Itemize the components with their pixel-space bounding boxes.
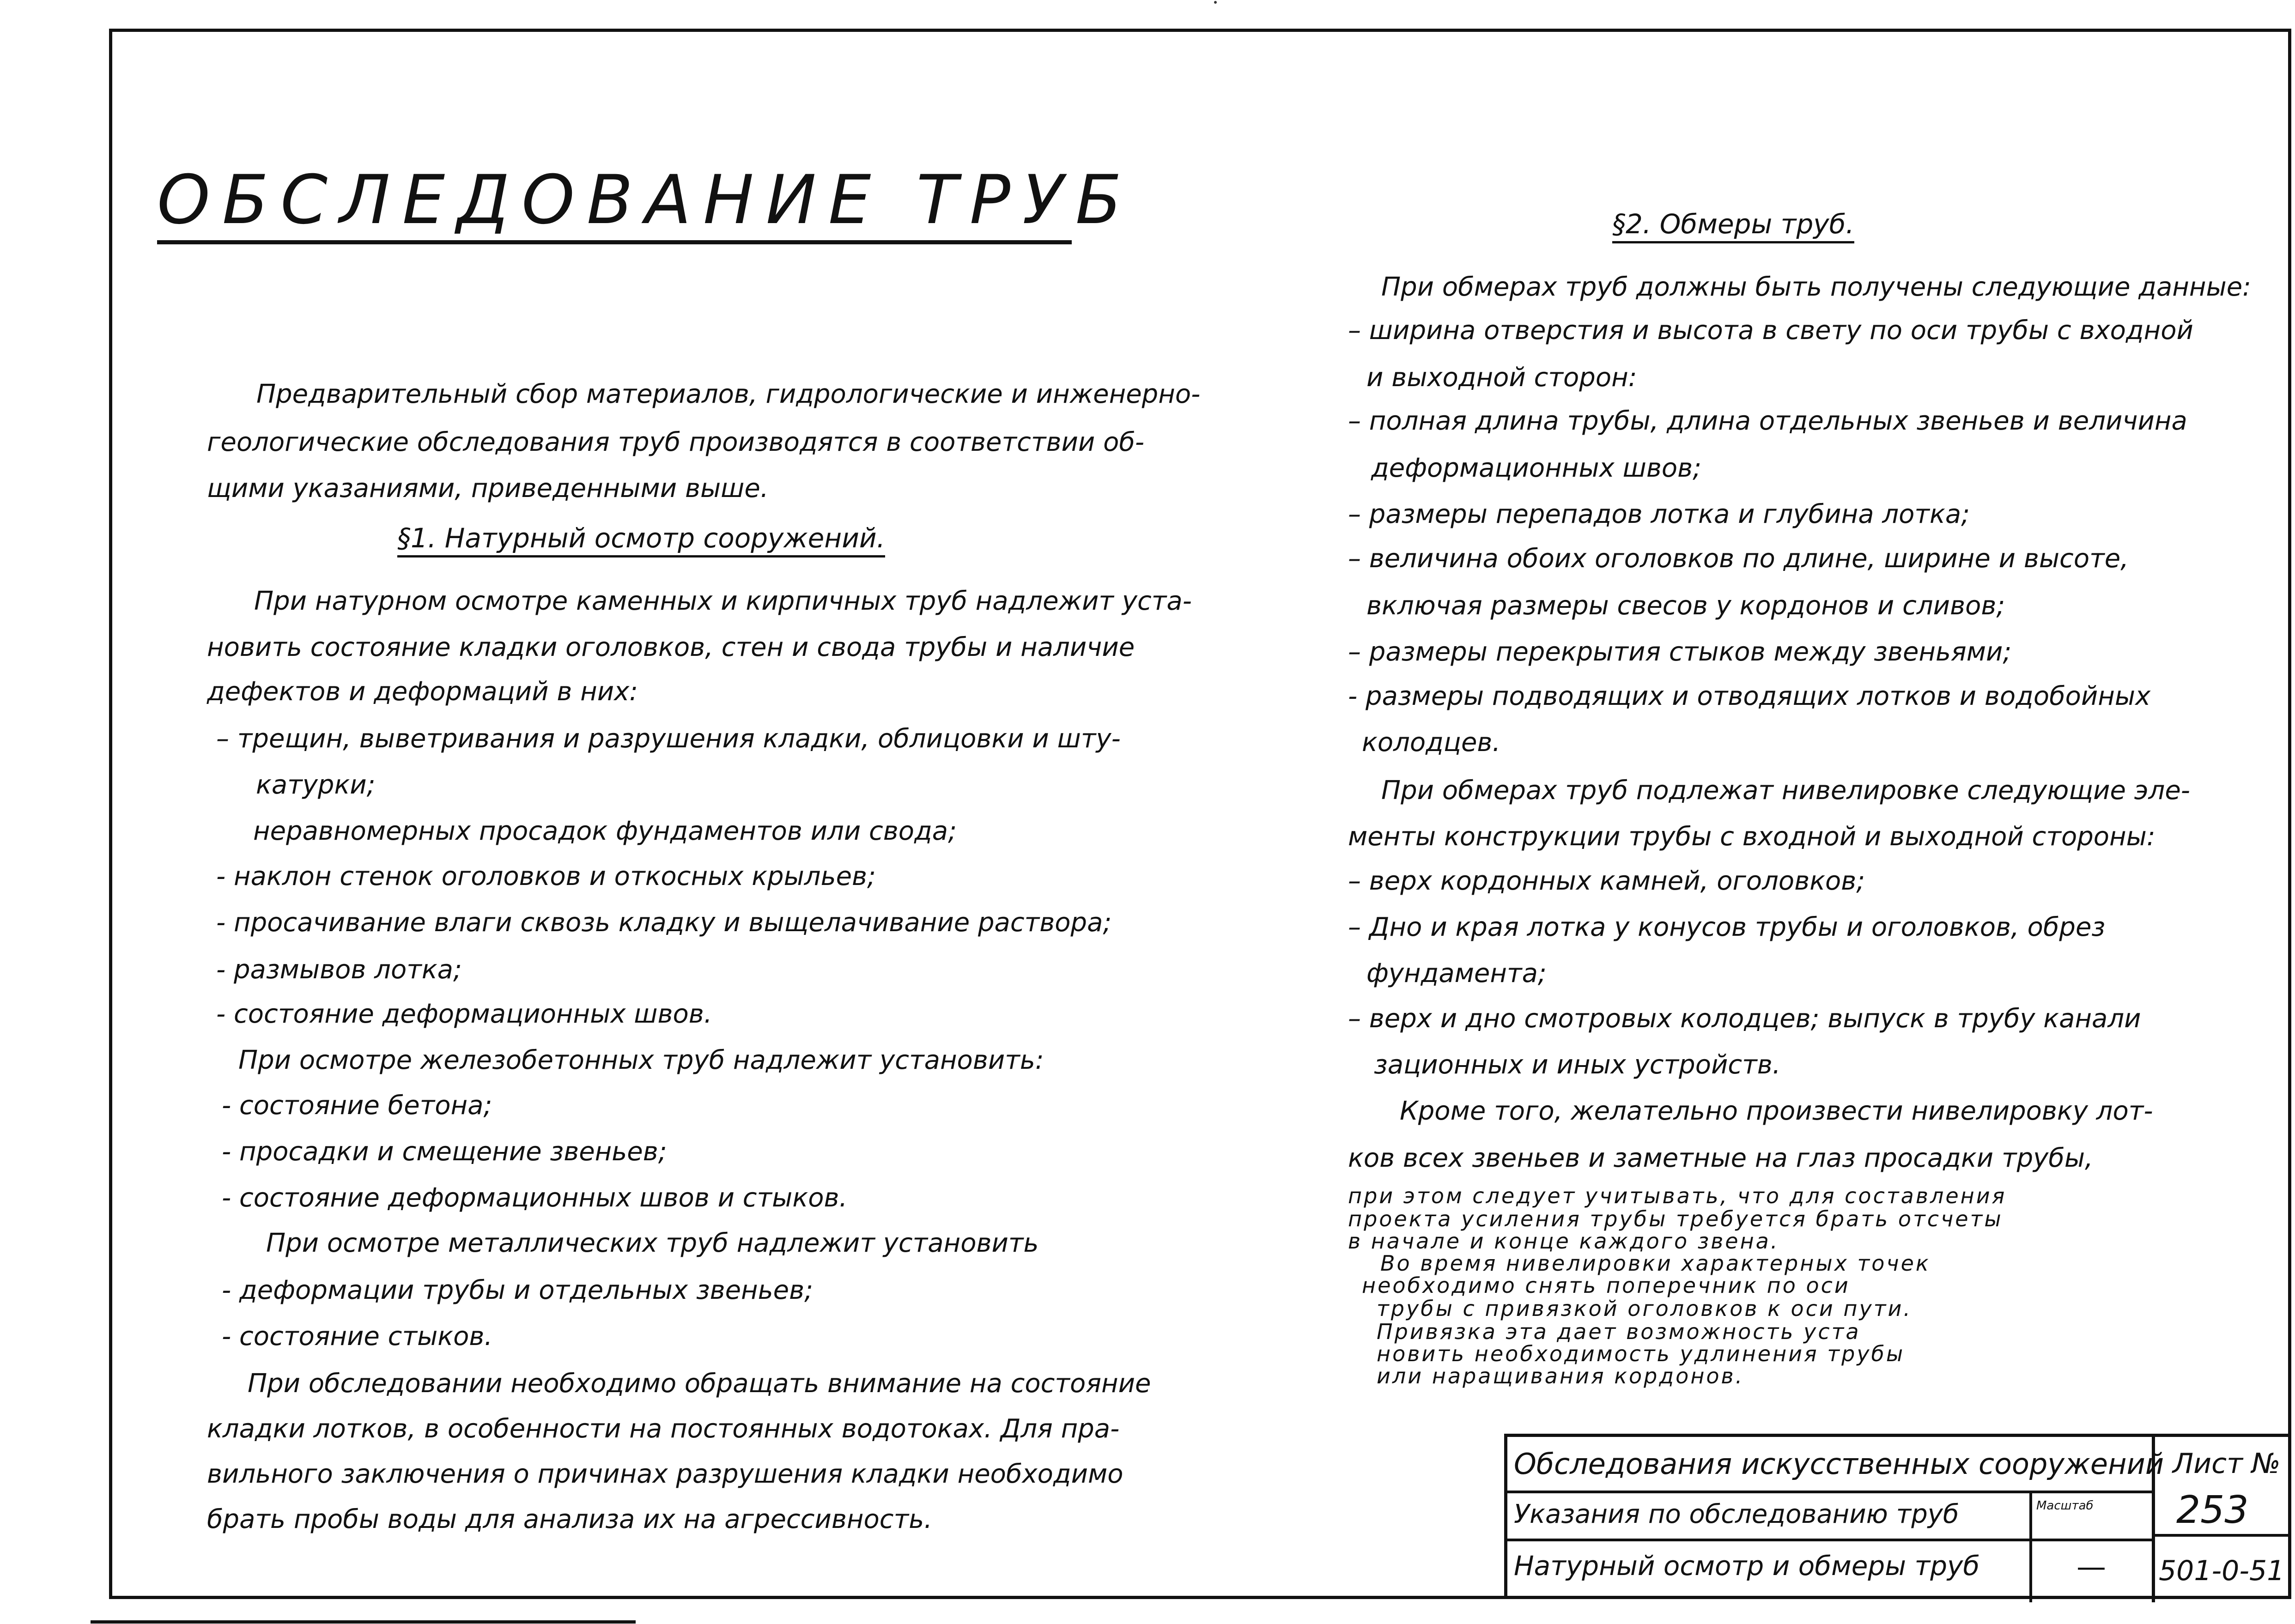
section2-line: – верх и дно смотровых колодцев; выпуск в трубу канали bbox=[1348, 1004, 2141, 1034]
section2-line: колодцев. bbox=[1362, 727, 1501, 757]
section2-line: – размеры перекрытия стыков между звеньями; bbox=[1348, 637, 2012, 667]
scan-speck bbox=[1214, 1, 1217, 4]
note-line: трубы с привязкой оголовков к оси пути. bbox=[1377, 1296, 1912, 1321]
section1-line: - просадки и смещение звеньев; bbox=[222, 1137, 667, 1167]
title-block-sheet-title: Натурный осмотр и обмеры труб bbox=[1514, 1550, 1980, 1582]
title-block-rule bbox=[1507, 1539, 2152, 1541]
drawing-frame bbox=[109, 29, 2291, 1599]
section2-line: – полная длина трубы, длина отдельных звеньев и величина bbox=[1348, 406, 2187, 436]
section1-line: При осмотре металлических труб надлежит установить bbox=[266, 1228, 1039, 1258]
intro-line: щими указаниями, приведенными выше. bbox=[207, 473, 769, 503]
section2-line: – верх кордонных камней, оголовков; bbox=[1348, 866, 1865, 896]
section2-line: и выходной сторон: bbox=[1366, 363, 1637, 393]
sheet-number: 253 bbox=[2176, 1488, 2249, 1532]
section2-line: включая размеры свесов у кордонов и сливов; bbox=[1366, 591, 2005, 621]
section1-line: - размывов лотка; bbox=[216, 955, 462, 985]
section1-line: - состояние деформационных швов. bbox=[216, 999, 712, 1029]
title-block-organization: Обследования искусственных сооружений bbox=[1514, 1447, 2164, 1481]
section1-line: - состояние стыков. bbox=[222, 1321, 493, 1351]
drawing-code: 501-0-51 bbox=[2159, 1555, 2285, 1587]
section2-line: фундамента; bbox=[1366, 958, 1547, 988]
section1-line: кладки лотков, в особенности на постоянных водотоках. Для пра- bbox=[207, 1414, 1120, 1444]
section1-line: дефектов и деформаций в них: bbox=[207, 677, 638, 707]
note-line: Привязка эта дает возможность уста bbox=[1377, 1319, 1861, 1344]
section1-line: - просачивание влаги сквозь кладку и выщелачивание раствора; bbox=[216, 908, 1112, 938]
section2-line: ков всех звеньев и заметные на глаз просадки трубы, bbox=[1348, 1143, 2093, 1173]
section2-line: При обмерах труб должны быть получены следующие данные: bbox=[1381, 272, 2252, 302]
section2-heading: §2. Обмеры труб. bbox=[1612, 211, 1854, 243]
section1-line: - состояние деформационных швов и стыков. bbox=[222, 1183, 848, 1213]
section1-line: При натурном осмотре каменных и кирпичных труб надлежит уста- bbox=[254, 586, 1192, 616]
section1-line: брать пробы воды для анализа их на агрессивность. bbox=[207, 1504, 932, 1534]
note-line: новить необходимость удлинения трубы bbox=[1377, 1341, 1905, 1366]
section1-line: вильного заключения о причинах разрушения кладки необходимо bbox=[207, 1459, 1123, 1489]
section2-line: – Дно и края лотка у конусов трубы и оголовков, обрез bbox=[1348, 912, 2106, 942]
section1-line: катурки; bbox=[256, 770, 376, 800]
section1-line: При осмотре железобетонных труб надлежит установить: bbox=[238, 1045, 1044, 1075]
section1-line: - состояние бетона; bbox=[222, 1091, 492, 1121]
section1-heading: §1. Натурный осмотр сооружений. bbox=[397, 525, 885, 557]
section2-line: зационных и иных устройств. bbox=[1374, 1050, 1781, 1080]
note-line: в начале и конце каждого звена. bbox=[1348, 1229, 1779, 1254]
title-block-rule bbox=[1507, 1491, 2152, 1493]
sheet-number-label: Лист № bbox=[2173, 1448, 2281, 1480]
scale-value: — bbox=[2076, 1550, 2106, 1584]
scale-label: Масштаб bbox=[2036, 1499, 2094, 1513]
intro-line: Предварительный сбор материалов, гидрологические и инженерно- bbox=[256, 379, 1201, 409]
section1-line: – трещин, выветривания и разрушения кладки, облицовки и шту- bbox=[216, 724, 1121, 754]
title-block bbox=[1504, 1434, 2291, 1599]
note-line: или наращивания кордонов. bbox=[1377, 1363, 1744, 1388]
intro-line: геологические обследования труб производятся в соответствии об- bbox=[207, 427, 1145, 457]
note-line: необходимо снять поперечник по оси bbox=[1362, 1273, 1850, 1298]
title-block-rule bbox=[2152, 1534, 2291, 1537]
bottom-edge-rule bbox=[91, 1620, 636, 1624]
section2-line: – ширина отверстия и высота в свету по оси трубы с входной bbox=[1348, 315, 2193, 345]
section2-line: менты конструкции трубы с входной и выходной стороны: bbox=[1348, 822, 2155, 852]
section2-line: деформационных швов; bbox=[1371, 453, 1701, 483]
section2-line: – размеры перепадов лотка и глубина лотка; bbox=[1348, 499, 1970, 529]
title-block-subject: Указания по обследованию труб bbox=[1514, 1499, 1959, 1529]
section1-line: - наклон стенок оголовков и откосных крыльев; bbox=[216, 861, 876, 891]
title-block-rule bbox=[2029, 1491, 2032, 1602]
section2-line: – величина обоих оголовков по длине, ширине и высоте, bbox=[1348, 544, 2129, 574]
section1-line: неравномерных просадок фундаментов или свода; bbox=[253, 816, 957, 846]
page-title: ОБСЛЕДОВАНИЕ ТРУБ bbox=[157, 166, 1072, 244]
note-line: Во время нивелировки характерных точек bbox=[1380, 1251, 1931, 1276]
section2-line: - размеры подводящих и отводящих лотков и водобойных bbox=[1348, 681, 2151, 711]
section1-line: При обследовании необходимо обращать внимание на состояние bbox=[248, 1369, 1151, 1399]
section2-line: Кроме того, желательно произвести нивелировку лот- bbox=[1400, 1096, 2153, 1126]
note-line: при этом следует учитывать, что для составления bbox=[1348, 1183, 2007, 1208]
section1-line: - деформации трубы и отдельных звеньев; bbox=[222, 1275, 813, 1305]
section1-line: новить состояние кладки оголовков, стен и свода трубы и наличие bbox=[207, 632, 1135, 662]
section2-line: При обмерах труб подлежат нивелировке следующие эле- bbox=[1381, 776, 2190, 806]
note-line: проекта усиления трубы требуется брать отсчеты bbox=[1348, 1206, 2003, 1231]
